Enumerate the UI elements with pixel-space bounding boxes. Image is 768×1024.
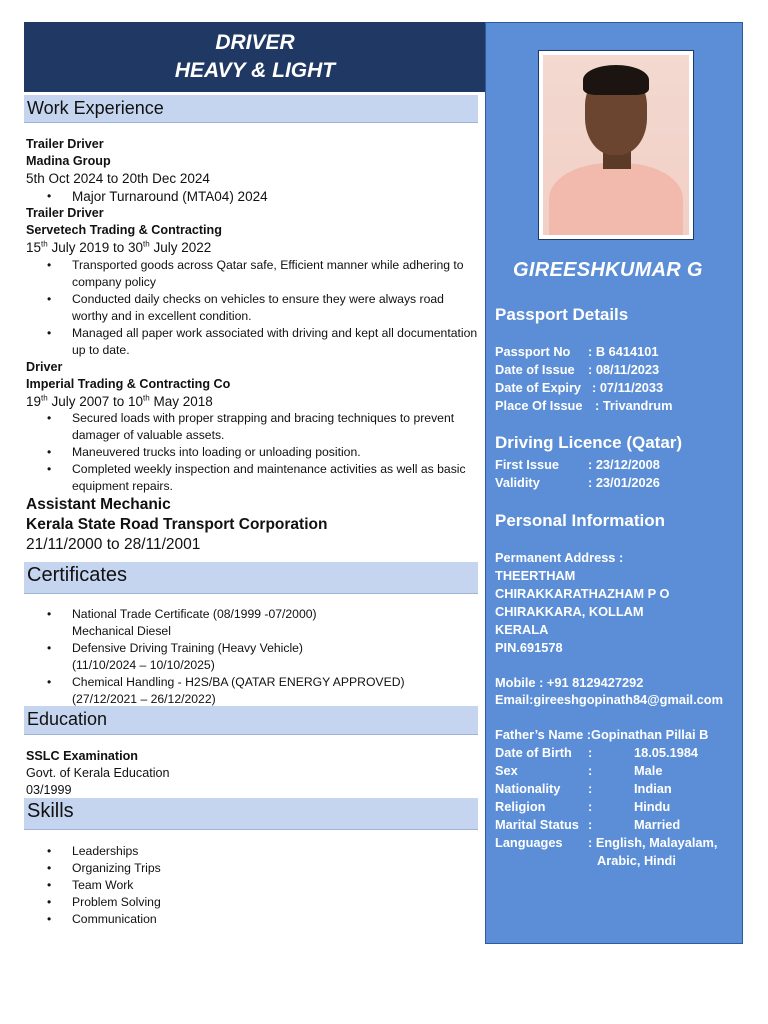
detail-row: Nationality : Indian <box>495 781 672 796</box>
licence-row: Validity : 23/01/2026 <box>495 475 660 490</box>
resume-header <box>24 22 486 92</box>
certificates-heading: Certificates <box>24 562 478 594</box>
skills-list <box>26 843 481 928</box>
job-bullet: • Conducted daily checks on vehicles to ensure they were always road worthy and in excellent condition. <box>26 291 481 325</box>
skill-item: • Organizing Trips <box>26 860 481 877</box>
work-experience-heading: Work Experience <box>24 95 478 123</box>
certificates-section <box>26 606 481 708</box>
address-line: CHIRAKKARA, KOLLAM <box>495 604 644 619</box>
education-exam: SSLC Examination <box>26 749 138 763</box>
address-line: CHIRAKKARATHAZHAM P O <box>495 586 670 601</box>
skill-item: • Communication <box>26 911 481 928</box>
address-line: KERALA <box>495 622 549 637</box>
work-experience-section <box>26 136 481 555</box>
job-company: Madina Group <box>26 154 111 168</box>
languages-row: Languages : English, Malayalam, <box>495 835 718 850</box>
passport-row: Date of Expiry : 07/11/2033 <box>495 380 664 395</box>
job-dates: 19th July 2007 to 10th May 2018 <box>26 393 213 409</box>
address-line: THEERTHAM <box>495 568 576 583</box>
job-bullet: • Maneuvered trucks into loading or unloading position. <box>26 444 481 461</box>
job-bullet: • Transported goods across Qatar safe, Efficient manner while adhering to company policy <box>26 257 481 291</box>
languages-row-cont: Arabic, Hindi <box>597 853 676 868</box>
email-address: Email:gireeshgopinath84@gmail.com <box>495 692 723 707</box>
skill-item: • Team Work <box>26 877 481 894</box>
job-company: Servetech Trading & Contracting <box>26 223 222 237</box>
education-date: 03/1999 <box>26 783 72 797</box>
job-bullet: • Completed weekly inspection and maintenance activities as well as basic equipment repairs. <box>26 461 481 495</box>
job-dates: 5th Oct 2024 to 20th Dec 2024 <box>26 171 210 186</box>
job-bullets <box>26 257 481 359</box>
address-line: PIN.691578 <box>495 640 563 655</box>
job-role: Trailer Driver <box>26 206 104 220</box>
passport-heading: Passport Details <box>495 305 629 324</box>
detail-row: Sex : Male <box>495 763 663 778</box>
passport-row: Place Of Issue : Trivandrum <box>495 398 673 413</box>
licence-heading: Driving Licence (Qatar) <box>495 433 683 452</box>
job-role: Driver <box>26 359 63 374</box>
personal-info-heading: Personal Information <box>495 511 666 530</box>
detail-row: Religion : Hindu <box>495 799 671 814</box>
job-bullet: • Managed all paper work associated with driving and kept all documentation up to date. <box>26 325 481 359</box>
job-dates: 15th July 2019 to 30th July 2022 <box>26 239 212 255</box>
profile-photo <box>538 50 694 240</box>
passport-row: Passport No : B 6414101 <box>495 344 659 359</box>
job-bullets <box>26 188 481 206</box>
education-section <box>26 748 481 799</box>
passport-row: Date of Issue : 08/11/2023 <box>495 362 660 377</box>
profile-panel <box>485 22 743 944</box>
certificate-item: • Chemical Handling - H2S/BA (QATAR ENERGY APPROVED) (27/12/2021 – 26/12/2022) <box>26 674 481 708</box>
job-dates: 21/11/2000 to 28/11/2001 <box>26 536 201 553</box>
skills-heading: Skills <box>24 798 478 830</box>
header-title-line2: HEAVY & LIGHT <box>174 59 336 82</box>
mobile-number: Mobile : +91 8129427292 <box>495 675 644 690</box>
detail-row: Date of Birth : 18.05.1984 <box>495 745 699 760</box>
job-company: Imperial Trading & Contracting Co <box>26 376 231 391</box>
candidate-name: GIREESHKUMAR G <box>513 259 703 281</box>
skill-item: • Problem Solving <box>26 894 481 911</box>
certificate-list <box>26 606 481 708</box>
job-role: Assistant Mechanic <box>26 496 171 513</box>
certificate-item: • National Trade Certificate (08/1999 -07/2000) Mechanical Diesel <box>26 606 481 640</box>
job-company: Kerala State Road Transport Corporation <box>26 516 328 533</box>
job-bullet: • Major Turnaround (MTA04) 2024 <box>26 188 481 206</box>
address-label: Permanent Address : <box>495 550 624 565</box>
job-role: Trailer Driver <box>26 137 104 151</box>
education-heading: Education <box>24 706 478 735</box>
licence-row: First Issue : 23/12/2008 <box>495 457 660 472</box>
education-board: Govt. of Kerala Education <box>26 766 170 780</box>
header-title-line1: DRIVER <box>215 31 295 54</box>
detail-row: Marital Status : Married <box>495 817 681 832</box>
job-bullets <box>26 410 481 495</box>
certificate-item: • Defensive Driving Training (Heavy Vehicle) (11/10/2024 – 10/10/2025) <box>26 640 481 674</box>
skill-item: • Leaderships <box>26 843 481 860</box>
father-name: Father’s Name :Gopinathan Pillai B <box>495 727 709 742</box>
job-bullet: • Secured loads with proper strapping and bracing techniques to prevent damager of valuable assets. <box>26 410 481 444</box>
skills-section <box>26 843 481 928</box>
